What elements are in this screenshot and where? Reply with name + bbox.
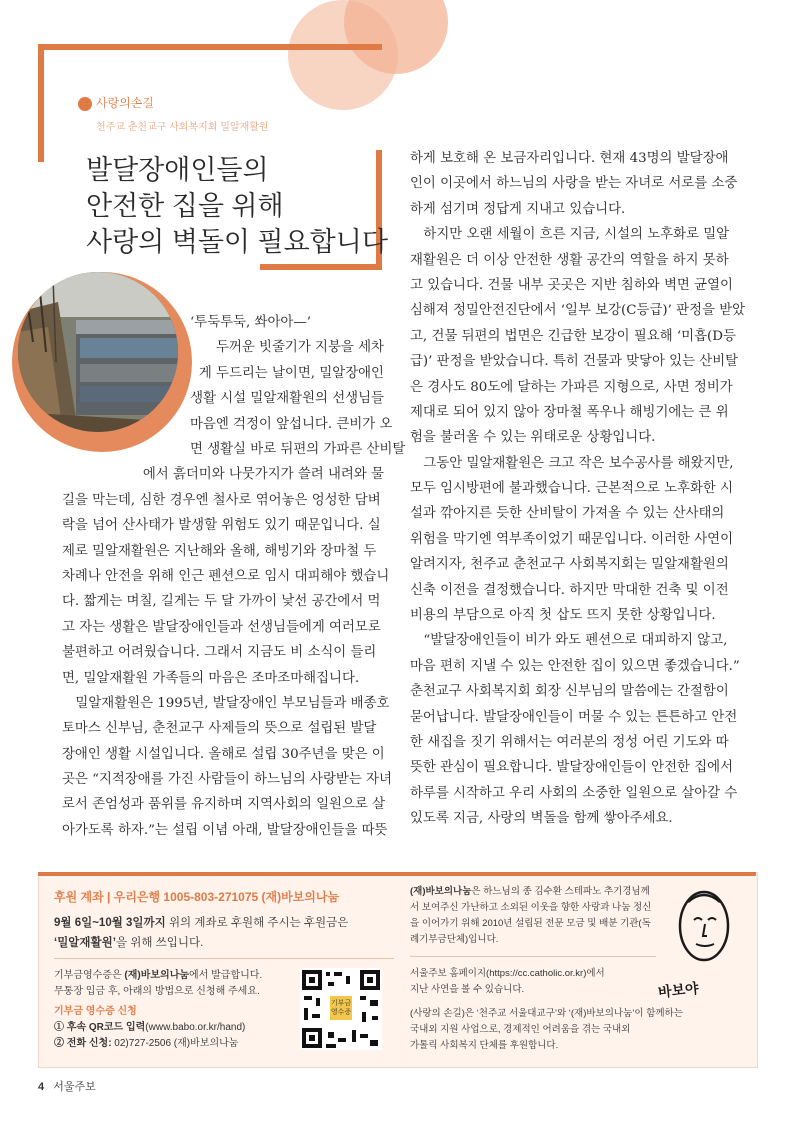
homepage-line: 서울주보 홈페이지(https://cc.catholic.or.kr)에서 — [410, 968, 605, 979]
text-line: 밀알재활원은 1995년, 발달장애인 부모님들과 배종호 — [75, 695, 390, 711]
text-line: 아가도록 하자.”는 설립 이념 아래, 발달장애인들을 따뜻 — [62, 822, 388, 838]
left-wrap-text-3 — [130, 462, 384, 487]
right-body-text — [410, 146, 746, 832]
text-line: 뜻한 관심이 필요합니다. 발달장애인들이 안전한 집에서 — [410, 760, 734, 776]
donation-target-bold: ‘밀알재활원’ — [54, 937, 116, 949]
text-line: 곳은 “지적장애를 가진 사람들이 하느님의 사랑받는 자녀 — [62, 772, 392, 788]
receipt-method: ② 전화 신청: 02)727-2506 (재)바보의나눔 — [54, 1038, 239, 1049]
text-line: 제로 밀알재활원은 지난해와 올해, 해빙기와 장마철 두 — [62, 543, 377, 559]
text-line: 재활원은 더 이상 안전한 생활 공간의 역할을 하지 못하 — [410, 252, 729, 268]
text-line: 하게 보호해 온 보금자리입니다. 현재 43명의 발달장애 — [410, 151, 729, 166]
text-line: 고, 건물 뒤편의 법면은 긴급한 보강이 필요해 ‘미흡(D등 — [410, 328, 736, 344]
text-line: 급)’ 판정을 받았습니다. 특히 건물과 맞닿아 있는 산비탈 — [410, 354, 739, 370]
left-body-text — [62, 488, 392, 843]
text-line: 모두 임시방편에 불과했습니다. 근본적으로 노후화한 시 — [410, 481, 734, 497]
frame-bar — [38, 44, 382, 50]
text-line: 하지만 오랜 세월이 흐른 지금, 시설의 노후화로 밀알 — [423, 227, 730, 243]
text-line: 장애인 생활 시설입니다. 올해로 설립 30주년을 맞은 이 — [62, 746, 385, 762]
text-line: 설과 깎아지른 듯한 산비탈이 가져올 수 있는 산사태의 — [410, 506, 725, 522]
divider — [54, 958, 394, 959]
text-line: 위험을 막기엔 역부족이었기 때문입니다. 이러한 사연이 — [410, 531, 734, 547]
qr-label: 기부금 영수증 — [330, 1000, 352, 1016]
page-number: 4 — [38, 1081, 45, 1093]
text-line: 고 있습니다. 건물 내부 곳곳은 지반 침하와 벽면 균열이 — [410, 277, 733, 293]
donation-account: 후원 계좌 | 우리은행 1005-803-271075 (재)바보의나눔 — [54, 890, 340, 904]
text-line: 고 자는 생활은 발달장애인들과 선생님들에게 여러모로 — [62, 619, 381, 635]
text-line: 로서 존엄성과 품위를 유지하며 지역사회의 일원으로 살 — [62, 797, 386, 813]
donation-target — [54, 934, 203, 950]
program-line: 국내외 지원 사업으로, 경제적인 어려움을 겪는 국내외 — [410, 1024, 631, 1035]
left-wrap-text — [184, 310, 384, 361]
text-line: 험을 불러올 수 있는 위태로운 상황입니다. — [410, 430, 656, 446]
text-line: 두꺼운 빗줄기가 지붕을 세차 — [216, 340, 384, 356]
foundation-info — [410, 884, 650, 948]
program-line: (사랑의 손길)은 ‘천주교 서울대교구’와 ‘(재)바보의나눔’이 함께하는 — [410, 1008, 683, 1019]
donation-period-rest: 위의 계좌로 후원해 주시는 후원금은 — [165, 917, 349, 929]
caricature-icon — [660, 882, 750, 992]
text-line: 제대로 되어 있지 않아 장마철 폭우나 해빙기에는 큰 위 — [410, 404, 729, 420]
section-tag-label: 사랑의손길 — [96, 96, 154, 110]
publication-name: 서울주보 — [53, 1081, 96, 1093]
foundation-line: 서 보여주신 가난하고 소외된 이웃을 향한 사랑과 나눔 정신 — [410, 902, 652, 913]
text-line: 하루를 시작하고 우리 사회의 소중한 일원으로 살아갈 수 — [410, 785, 738, 801]
text-line: ‘투둑투둑, 쏴아아—’ — [190, 315, 311, 330]
text-line: 한 새집을 짓기 위해서는 여러분의 정성 어린 기도와 따 — [410, 734, 729, 750]
text-line: 묻어납니다. 발달장애인들이 머물 수 있는 튼튼하고 안전 — [410, 709, 738, 725]
text-line: 생활 시설 밀알재활원의 선생님들 — [190, 391, 384, 407]
text-line: 에서 흙더미와 나뭇가지가 쓸려 내려와 물 — [142, 467, 384, 483]
title-line: 안전한 집을 위해 — [86, 191, 284, 221]
signature: 바보야 — [657, 980, 700, 1002]
text-line: 알려지자, 천주교 춘천교구 사회복지회는 밀알재활원의 — [410, 557, 729, 573]
text-line: 면 생활실 바로 뒤편의 가파른 산비탈 — [190, 441, 406, 457]
text-line: 차례나 안전을 위해 인근 펜션으로 임시 대피해야 했습니 — [62, 568, 390, 584]
text-line: 토마스 신부님, 춘천교구 사제들의 뜻으로 설립된 발달 — [62, 721, 377, 737]
receipt-line: 무통장 입금 후, 아래의 방법으로 신청해 주세요. — [54, 986, 260, 997]
frame-bar — [38, 44, 44, 162]
text-line: 신축 이전을 결정했습니다. 하지만 막대한 건축 및 이전 — [410, 582, 729, 598]
homepage-line: 지난 사연을 볼 수 있습니다. — [410, 984, 525, 995]
photo-illustration — [18, 272, 178, 432]
homepage-info — [410, 966, 605, 998]
text-line: 게 두드리는 날이면, 밀알장애인 — [198, 365, 384, 381]
receipt-method: ① 후속 QR코드 입력(www.babo.or.kr/hand) — [54, 1022, 246, 1033]
page-footer — [38, 1078, 96, 1094]
foundation-line: 을 이어가기 위해 2010년 설립된 전문 모금 및 배분 기관(독 — [410, 918, 651, 929]
left-wrap-text-2 — [190, 361, 406, 463]
tag-dot-icon — [78, 97, 92, 111]
text-line: 춘천교구 사회복지회 회장 신부님의 말씀에는 간절함이 — [410, 684, 729, 700]
text-line: 심해져 정밀안전진단에서 ‘일부 보강(C등급)’ 판정을 받았 — [410, 303, 746, 319]
title-line: 발달장애인들의 — [86, 155, 269, 185]
text-line: 면, 밀알재활원 가족들의 마음은 조마조마해집니다. — [62, 670, 360, 686]
text-line: 은 경사도 80도에 달하는 가파른 지형으로, 사면 정비가 — [410, 379, 733, 395]
text-line: 인이 이곳에서 하느님의 사랑을 받는 자녀로 서로를 소중 — [410, 176, 738, 192]
text-line: 마음엔 걱정이 앞섭니다. 큰비가 오 — [190, 416, 393, 432]
program-info — [410, 1006, 683, 1054]
building-photo — [18, 272, 178, 432]
section-subtitle: 천주교 춘천교구 사회복지회 밀알재활원 — [96, 122, 269, 133]
section-tag — [78, 94, 154, 111]
donation-box-accent — [38, 872, 756, 876]
frame-bar — [260, 264, 382, 270]
text-line: 하게 섬기며 정답게 지내고 있습니다. — [410, 201, 626, 217]
text-line: 그동안 밀알재활원은 크고 작은 보수공사를 해왔지만, — [423, 455, 734, 471]
text-line: “발달장애인들이 비가 와도 펜션으로 대피하지 않고, — [423, 633, 728, 649]
text-line: 길을 막는데, 심한 경우엔 철사로 엮어놓은 엉성한 담벼 — [62, 492, 381, 508]
text-line: 다. 짧게는 며칠, 길게는 두 달 가까이 낯선 공간에서 먹 — [62, 594, 381, 610]
text-line: 비용의 부담으로 아직 첫 삽도 뜨지 못한 상황입니다. — [410, 608, 716, 624]
donation-period-bold: 9월 6일~10월 3일까지 — [54, 917, 166, 929]
receipt-info — [54, 968, 262, 1052]
cardinal-caricature — [660, 882, 750, 992]
divider — [410, 956, 656, 957]
donation-period — [54, 914, 348, 930]
foundation-line: 례기부금단체)입니다. — [410, 934, 499, 945]
text-line: 있도록 지금, 사랑의 벽돌을 함께 쌓아주세요. — [410, 811, 673, 827]
page-title — [86, 152, 388, 260]
text-line: 불편하고 어려웠습니다. 그래서 지금도 비 소식이 들리 — [62, 645, 377, 661]
receipt-title: 기부금 영수증 신청 — [54, 1006, 137, 1017]
program-line: 가톨릭 사회복지 단체를 후원합니다. — [410, 1040, 559, 1051]
donation-target-rest: 을 위해 쓰입니다. — [115, 937, 204, 949]
text-line: 락을 넘어 산사태가 발생할 위험도 있기 때문입니다. 실 — [62, 518, 381, 534]
receipt-line: 기부금영수증은 (재)바보의나눔에서 발급합니다. — [54, 970, 263, 981]
title-line: 사랑의 벽돌이 필요합니다 — [86, 227, 388, 257]
text-line: 마음 편히 지낼 수 있는 안전한 집이 있으면 좋겠습니다.” — [410, 658, 740, 674]
foundation-line: (재)바보의나눔은 하느님의 종 김수환 스테파노 추기경님께 — [410, 886, 650, 897]
qr-code[interactable] — [300, 968, 382, 1050]
